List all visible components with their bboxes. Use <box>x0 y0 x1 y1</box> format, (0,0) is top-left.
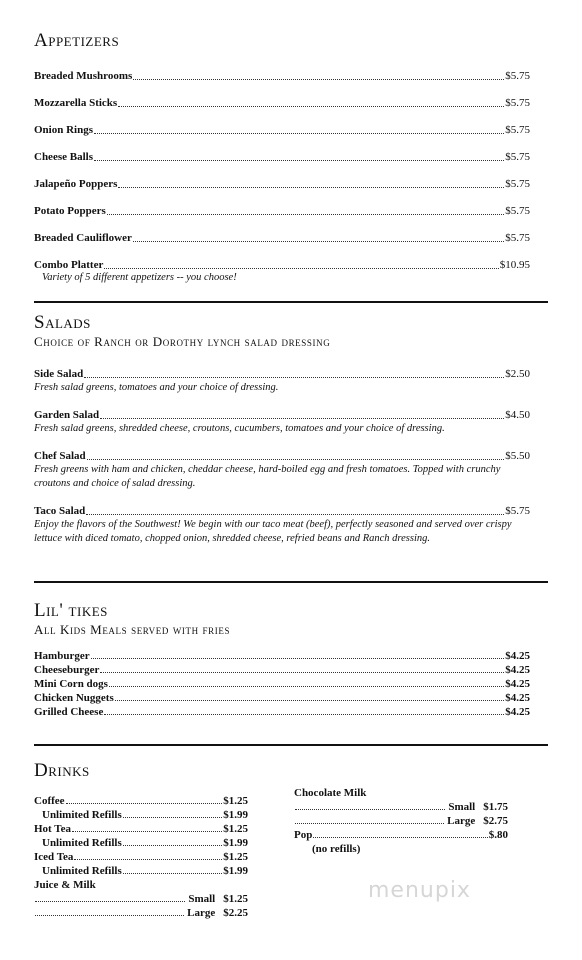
menu-item-line <box>34 705 530 719</box>
menu-item-line <box>34 178 530 190</box>
item-price: $4.25 <box>505 650 530 662</box>
drink-item <box>294 828 508 842</box>
item-name: Combo Platter <box>34 259 104 271</box>
salad-item <box>34 368 530 395</box>
item-description: Enjoy the flavors of the Southwest! We begin with our taco meat (beef), perfectly seasoned and served over crispy lettuce with diced tomato, chopped onion, shredded cheese, refried beans and Ranch dressing. <box>34 519 512 544</box>
menu-item-line <box>34 794 248 808</box>
item-price: $4.25 <box>505 678 530 690</box>
dot-leader <box>133 232 504 242</box>
item-name: Potato Poppers <box>34 205 106 217</box>
item-price: $5.75 <box>505 124 530 136</box>
drink-item <box>34 864 248 878</box>
appetizer-item <box>34 205 530 217</box>
dot-leader <box>74 850 222 860</box>
salad-item <box>34 409 530 436</box>
item-name: Taco Salad <box>34 505 86 517</box>
dot-leader <box>295 814 444 824</box>
item-price: $5.75 <box>505 232 530 244</box>
drink-item <box>34 850 248 864</box>
item-description: Fresh greens with ham and chicken, cheddar cheese, hard-boiled egg and fresh tomatoes. Topped with crunchy croutons and choice of salad dressing. <box>34 464 501 489</box>
dot-leader <box>115 691 504 701</box>
dot-leader <box>123 836 223 846</box>
item-description: Fresh salad greens, shredded cheese, croutons, cucumbers, tomatoes and your choice of dressing. <box>34 423 445 434</box>
appetizers-section <box>34 30 530 285</box>
menu-item-line <box>34 691 530 705</box>
divider <box>34 301 548 303</box>
item-name: Iced Tea <box>34 851 74 863</box>
item-price: $5.75 <box>505 151 530 163</box>
item-price: $1.25 <box>223 851 248 863</box>
menu-item-line <box>34 836 248 850</box>
menu-item-line <box>34 70 530 82</box>
salads-subtitle: Choice of Ranch or Dorothy lynch salad dressing <box>34 334 331 349</box>
appetizers-list <box>34 70 530 285</box>
item-description: Fresh salad greens, tomatoes and your choice of dressing. <box>34 382 279 393</box>
appetizer-item <box>34 151 530 163</box>
menu-item-line <box>34 892 248 906</box>
dot-leader <box>313 828 487 838</box>
kids-section <box>34 600 530 719</box>
item-name: Hamburger <box>34 650 90 662</box>
kids-item <box>34 705 530 719</box>
appetizer-item <box>34 178 530 190</box>
salads-section <box>34 312 530 546</box>
kids-item <box>34 663 530 677</box>
item-description: Variety of 5 different appetizers -- you choose! <box>42 272 237 283</box>
dot-leader <box>100 663 504 673</box>
item-name: Side Salad <box>34 368 84 380</box>
dot-leader <box>104 705 504 715</box>
item-price: $.80 <box>488 829 508 841</box>
menu-item-line <box>34 409 530 421</box>
salads-title: Salads <box>34 312 91 333</box>
salad-item <box>34 450 530 491</box>
menu-item-line <box>34 124 530 136</box>
drink-item <box>34 836 248 850</box>
item-price: $5.75 <box>505 70 530 82</box>
item-name: Onion Rings <box>34 124 93 136</box>
item-name: Unlimited Refills <box>42 865 122 877</box>
drink-item <box>34 808 248 822</box>
item-price: $1.75 <box>483 801 508 813</box>
item-name: Unlimited Refills <box>42 809 122 821</box>
appetizer-item <box>34 70 530 82</box>
item-price: $4.25 <box>505 706 530 718</box>
kids-list <box>34 649 530 719</box>
drinks-right-column <box>294 786 508 856</box>
pop-note: (no refills) <box>312 843 361 855</box>
dot-leader <box>87 450 505 460</box>
item-name: Mini Corn dogs <box>34 678 108 690</box>
item-price: $1.99 <box>223 865 248 877</box>
item-name: Chef Salad <box>34 450 86 462</box>
item-price: $1.99 <box>223 837 248 849</box>
menu-item-line <box>34 368 530 380</box>
item-size: Small <box>448 801 476 813</box>
dot-leader <box>133 70 504 80</box>
menu-item-line <box>34 649 530 663</box>
dot-leader <box>118 178 504 188</box>
menu-item-line <box>294 800 508 814</box>
drink-item <box>34 906 248 920</box>
menu-item-line <box>34 663 530 677</box>
appetizers-title: Appetizers <box>34 30 120 51</box>
item-price: $1.25 <box>223 823 248 835</box>
dot-leader <box>94 124 504 134</box>
appetizer-item <box>34 259 530 285</box>
item-price: $10.95 <box>499 259 530 271</box>
dot-leader <box>35 906 184 916</box>
item-price: $4.25 <box>505 692 530 704</box>
item-price: $1.25 <box>223 795 248 807</box>
drink-item <box>294 800 508 814</box>
kids-item <box>34 677 530 691</box>
appetizer-item <box>34 124 530 136</box>
menu-item-line <box>294 814 508 828</box>
kids-item <box>34 691 530 705</box>
menu-item-line <box>34 808 248 822</box>
dot-leader <box>66 794 223 804</box>
chocolate-milk-label: Chocolate Milk <box>294 787 367 799</box>
dot-leader <box>118 97 504 107</box>
item-name: Coffee <box>34 795 65 807</box>
appetizer-item <box>34 232 530 244</box>
item-price: $2.75 <box>483 815 508 827</box>
item-price: $5.75 <box>505 505 530 517</box>
drinks-title: Drinks <box>34 760 90 781</box>
item-price: $2.50 <box>505 368 530 380</box>
salad-item <box>34 505 530 546</box>
dot-leader <box>123 808 223 818</box>
item-name: Pop <box>294 829 313 841</box>
dot-leader <box>94 151 504 161</box>
item-name: Breaded Cauliflower <box>34 232 132 244</box>
item-name: Unlimited Refills <box>42 837 122 849</box>
item-size: Large <box>447 815 476 827</box>
item-price: $5.50 <box>505 450 530 462</box>
drinks-left-column <box>34 794 248 920</box>
item-name: Jalapeño Poppers <box>34 178 118 190</box>
drink-item <box>294 814 508 828</box>
menu-item-line <box>34 259 530 271</box>
kids-item <box>34 649 530 663</box>
item-name: Grilled Cheese <box>34 706 104 718</box>
drink-item <box>34 892 248 906</box>
drinks-section <box>34 760 530 782</box>
menu-item-line <box>34 822 248 836</box>
menu-item-line <box>34 205 530 217</box>
item-name: Breaded Mushrooms <box>34 70 133 82</box>
dot-leader <box>86 505 504 515</box>
item-name: Mozzarella Sticks <box>34 97 118 109</box>
item-size: Large <box>187 907 216 919</box>
item-name: Cheese Balls <box>34 151 93 163</box>
dot-leader <box>84 368 504 378</box>
item-name: Hot Tea <box>34 823 71 835</box>
item-price: $5.75 <box>505 97 530 109</box>
dot-leader <box>104 259 498 269</box>
dot-leader <box>109 677 504 687</box>
dot-leader <box>295 800 445 810</box>
item-price: $1.25 <box>223 893 248 905</box>
menu-item-line <box>34 151 530 163</box>
menu-item-line <box>34 232 530 244</box>
menu-item-line <box>34 906 248 920</box>
menu-item-line <box>34 677 530 691</box>
menu-item-line <box>34 864 248 878</box>
divider <box>34 581 548 583</box>
item-price: $5.75 <box>505 178 530 190</box>
menu-item-line <box>34 97 530 109</box>
menu-item-line <box>34 505 530 517</box>
kids-title: Lil' tikes <box>34 600 108 621</box>
dot-leader <box>35 892 185 902</box>
dot-leader <box>100 409 504 419</box>
item-name: Cheeseburger <box>34 664 100 676</box>
salads-list <box>34 368 530 546</box>
menu-item-line <box>34 450 530 462</box>
menu-item-line <box>34 850 248 864</box>
dot-leader <box>123 864 223 874</box>
drink-item: Juice & Milk <box>34 879 96 891</box>
menu-item-line <box>294 828 508 842</box>
item-name: Chicken Nuggets <box>34 692 114 704</box>
appetizer-item <box>34 97 530 109</box>
dot-leader <box>91 649 505 659</box>
item-price: $4.50 <box>505 409 530 421</box>
watermark: menupix <box>368 878 471 903</box>
dot-leader <box>72 822 222 832</box>
item-price: $1.99 <box>223 809 248 821</box>
drink-item <box>34 794 248 808</box>
item-price: $2.25 <box>223 907 248 919</box>
drink-item <box>34 822 248 836</box>
divider <box>34 744 548 746</box>
dot-leader <box>107 205 504 215</box>
item-price: $5.75 <box>505 205 530 217</box>
item-price: $4.25 <box>505 664 530 676</box>
kids-subtitle: All Kids Meals served with fries <box>34 622 231 637</box>
item-size: Small <box>188 893 216 905</box>
item-name: Garden Salad <box>34 409 100 421</box>
